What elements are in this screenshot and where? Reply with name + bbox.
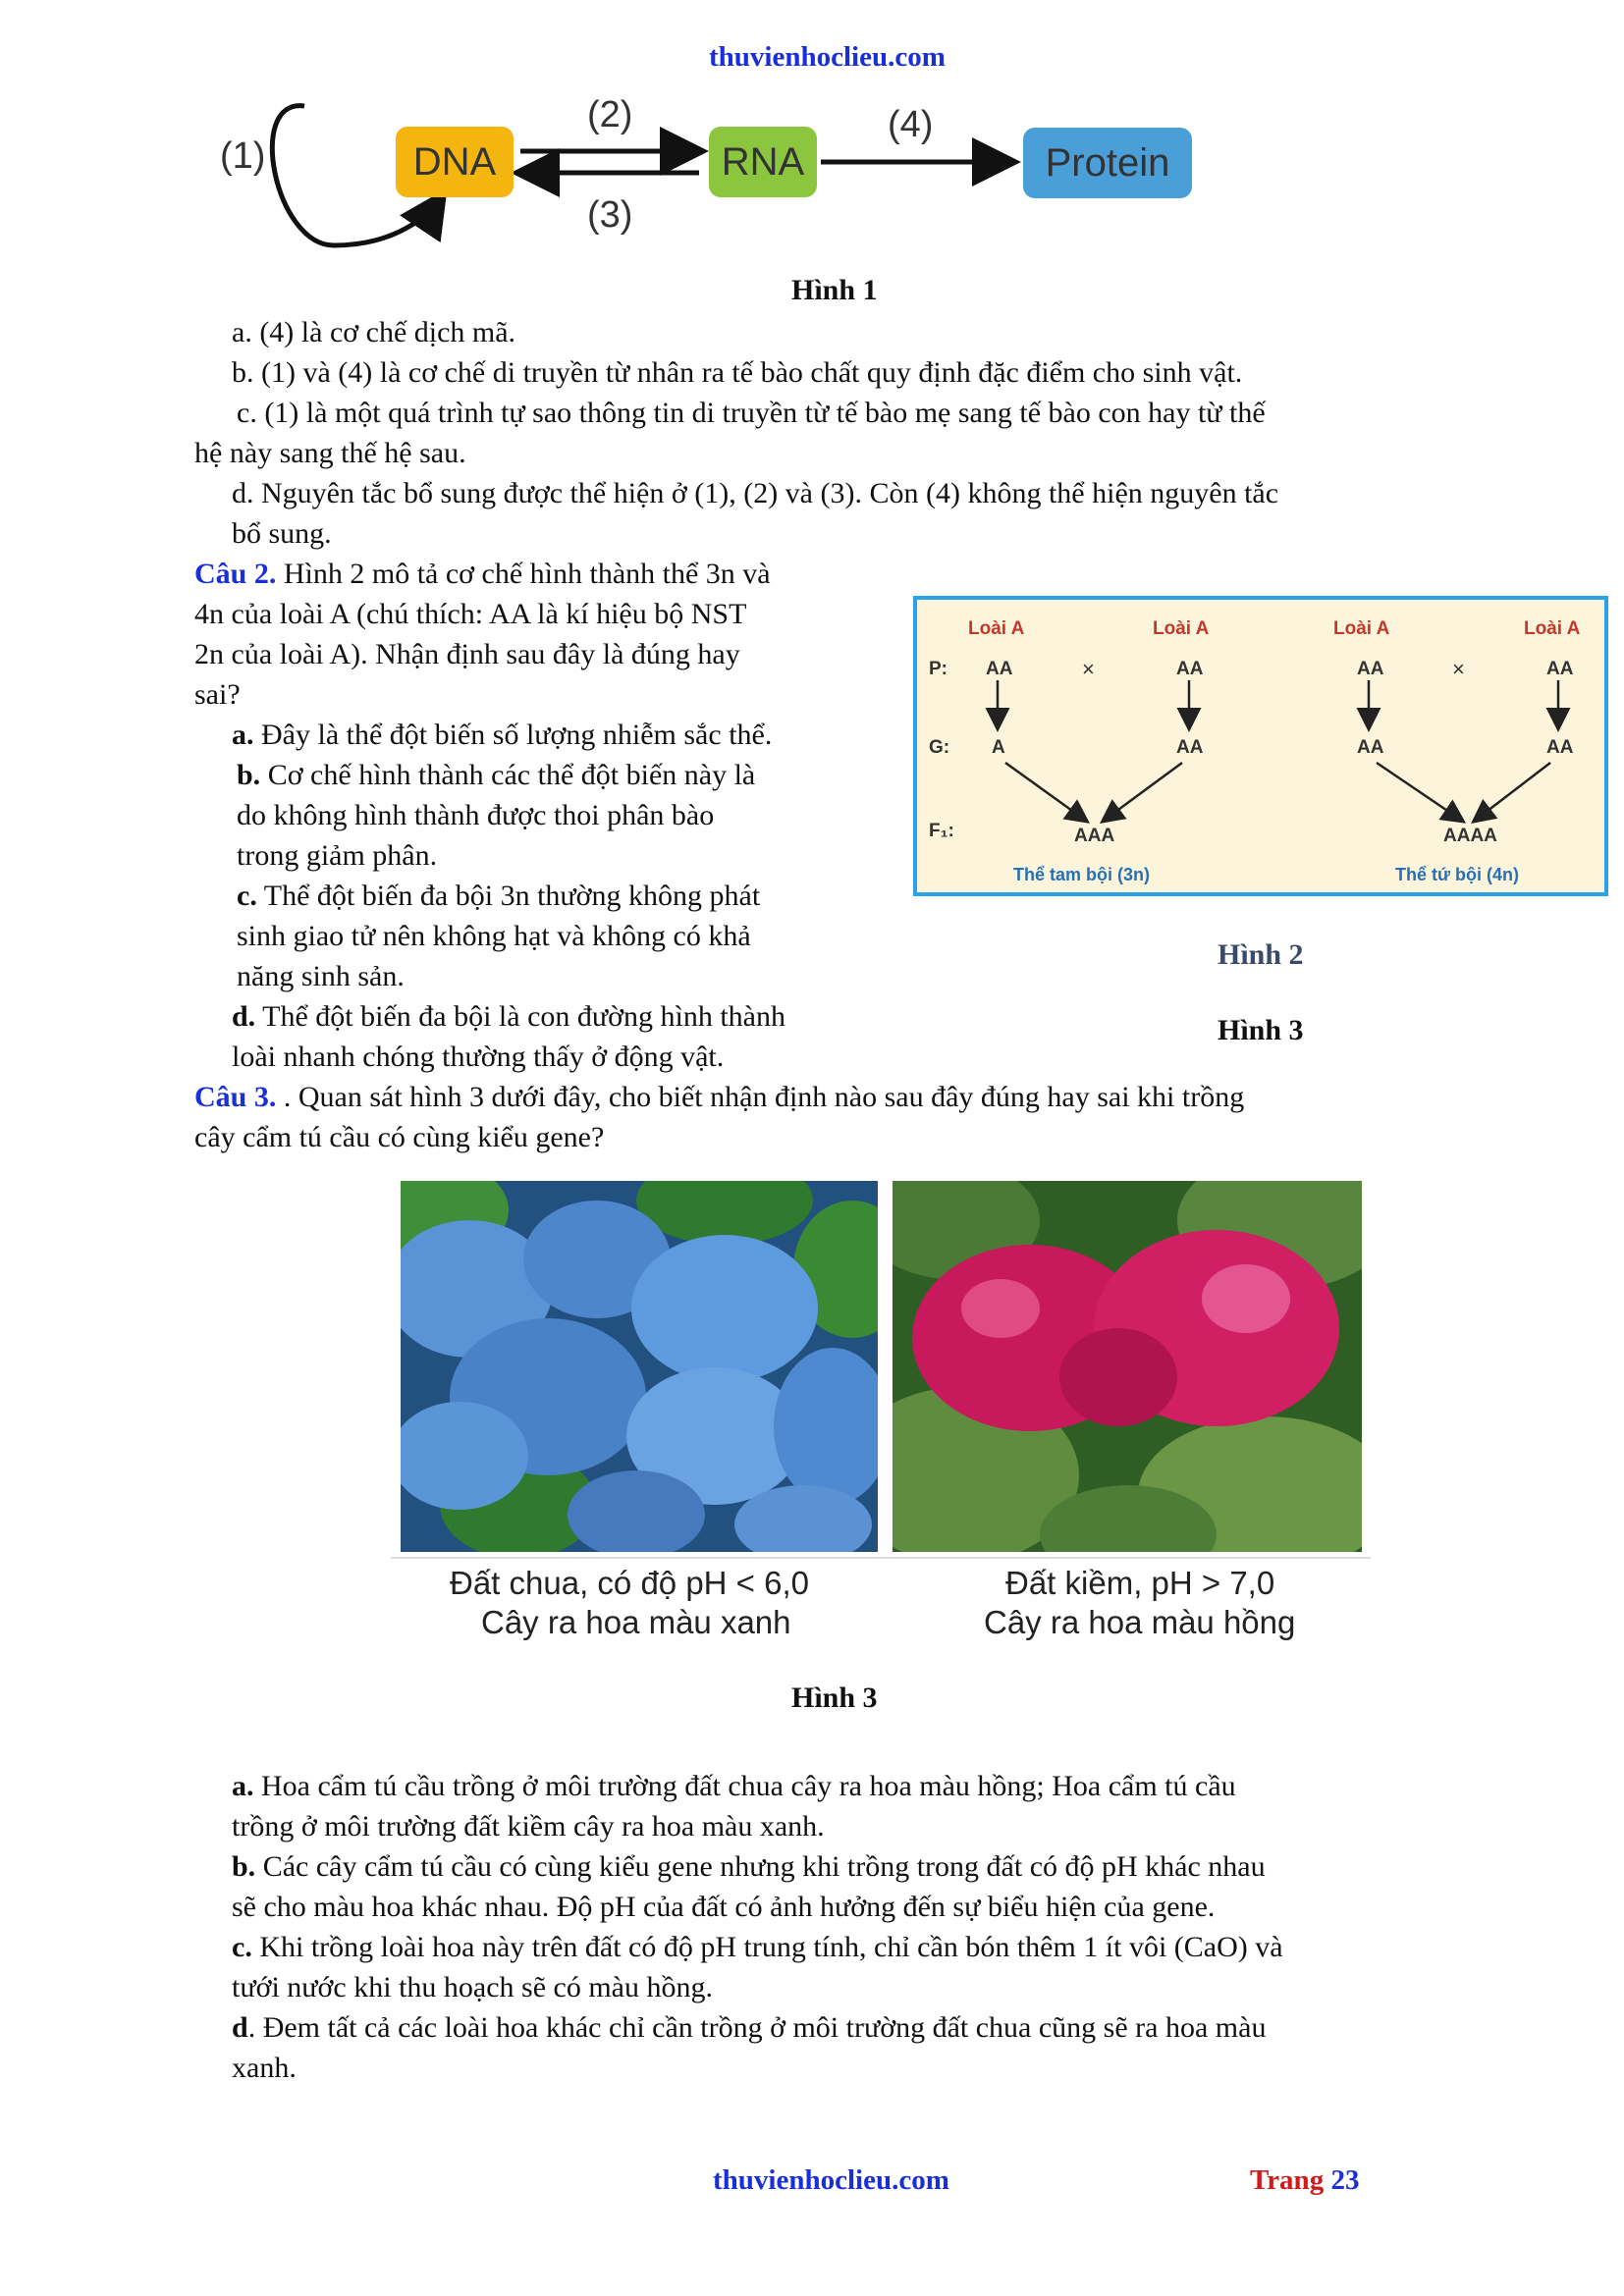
alkaline-soil-caption: Đất kiềm, pH > 7,0	[1005, 1565, 1275, 1601]
parent-genotype: AA	[1176, 659, 1204, 679]
q2-number: Câu 2.	[194, 558, 277, 590]
q2-b-text: Cơ chế hình thành các thể đột biến này là	[260, 759, 756, 791]
page-number	[1250, 2164, 1359, 2197]
q3-d-text: . Đem tất cả các loài hoa khác chỉ cần trồng ở môi trường đất chua cũng sẽ ra hoa màu	[247, 2011, 1267, 2044]
label-2: (2)	[587, 94, 633, 135]
q2-c-key: c.	[237, 880, 257, 912]
q2-intro-text: Hình 2 mô tả cơ chế hình thành thể 3n và	[276, 558, 771, 590]
cross-symbol: ×	[1452, 657, 1465, 681]
q2-intro-line4: sai?	[194, 678, 241, 711]
species-label: Loài A	[1333, 618, 1390, 639]
rna-box: RNA	[709, 127, 817, 197]
q3-a-text: Hoa cẩm tú cầu trồng ở môi trường đất chua cây ra hoa màu hồng; Hoa cẩm tú cầu	[253, 1770, 1236, 1802]
dna-box: DNA	[396, 127, 514, 197]
q2-option-b-line2: do không hình thành được thoi phân bào	[237, 799, 715, 831]
q2-intro-line1	[194, 554, 771, 595]
q1-option-c-line1: c. (1) là một quá trình tự sao thông tin di truyền từ tế bào mẹ sang tế bào con hay từ thế	[237, 397, 1266, 429]
q3-c-text: Khi trồng loài hoa này trên đất có độ pH trung tính, chỉ cần bón thêm 1 ít vôi (CaO) và	[251, 1931, 1283, 1963]
row-g-label: G:	[929, 737, 950, 758]
label-4: (4)	[888, 104, 934, 145]
q3-option-a-line2: trồng ở môi trường đất kiềm cây ra hoa màu xanh.	[232, 1810, 825, 1842]
q2-d-text: Thể đột biến đa bội là con đường hình thành	[255, 1000, 785, 1033]
q3-b-key: b.	[232, 1850, 256, 1883]
figure-2-arrows	[917, 600, 1604, 892]
q3-option-c-line2: tưới nước khi thu hoạch sẽ có màu hồng.	[232, 1971, 713, 2003]
pink-flower-caption: Cây ra hoa màu hồng	[984, 1604, 1296, 1640]
parent-genotype: AA	[986, 659, 1013, 679]
figure-3-divider	[391, 1557, 1371, 1559]
figure-1	[196, 69, 1218, 265]
q2-option-c-line2: sinh giao tử nên không hạt và không có khả	[237, 920, 751, 952]
page-num: 23	[1330, 2164, 1360, 2196]
page-label: Trang	[1250, 2164, 1331, 2196]
q2-intro-line3: 2n của loài A). Nhận định sau đây là đúng hay	[194, 638, 740, 670]
figure-3-side-label: Hình 3	[1218, 1014, 1304, 1046]
parent-genotype: AA	[1546, 659, 1574, 679]
species-label: Loài A	[1153, 618, 1210, 639]
q3-a-key: a.	[232, 1770, 254, 1802]
q3-d-key: d	[232, 2011, 248, 2044]
q2-option-a	[232, 715, 772, 756]
label-1: (1)	[220, 135, 266, 177]
figure-2-caption: Hình 2	[1218, 938, 1304, 971]
q3-b-text: Các cây cẩm tú cầu có cùng kiểu gene nhưng khi trồng trong đất có độ pH khác nhau	[255, 1850, 1266, 1883]
q3-c-key: c.	[232, 1931, 252, 1963]
q1-option-b: b. (1) và (4) là cơ chế di truyền từ nhân ra tế bào chất quy định đặc điểm cho sinh vật.	[232, 356, 1243, 389]
q3-intro-line1	[194, 1077, 1244, 1118]
q2-c-text: Thể đột biến đa bội 3n thường không phát	[256, 880, 761, 912]
q2-option-d-line2: loài nhanh chóng thường thấy ở động vật.	[232, 1041, 725, 1073]
q3-intro-text: . Quan sát hình 3 dưới đây, cho biết nhận định nào sau đây đúng hay sai khi trồng	[276, 1081, 1245, 1113]
q2-b-key: b.	[237, 759, 261, 791]
gamete-genotype: AA	[1176, 737, 1204, 758]
protein-box: Protein	[1023, 128, 1192, 198]
blue-flower-caption: Cây ra hoa màu xanh	[481, 1604, 791, 1640]
gamete-genotype: A	[992, 737, 1005, 758]
q2-option-c-line3: năng sinh sản.	[237, 960, 405, 992]
q3-option-b-line2: sẽ cho màu hoa khác nhau. Độ pH của đất có ảnh hưởng đến sự biểu hiện của gene.	[232, 1891, 1216, 1923]
row-f1-label: F₁:	[929, 821, 954, 841]
parent-genotype: AA	[1357, 659, 1384, 679]
acidic-soil-caption: Đất chua, có độ pH < 6,0	[450, 1565, 809, 1601]
species-label: Loài A	[968, 618, 1025, 639]
triploid-label: Thể tam bội (3n)	[1013, 865, 1150, 884]
label-3: (3)	[587, 194, 633, 236]
q3-option-c-line1	[232, 1927, 1283, 1968]
q2-option-d-line1	[232, 996, 785, 1038]
q1-option-a: a. (4) là cơ chế dịch mã.	[232, 316, 516, 348]
q2-d-key: d.	[232, 1000, 256, 1033]
header-site: thuvienhoclieu.com	[709, 41, 946, 73]
offspring-aaa: AAA	[1074, 826, 1115, 846]
q3-option-b-line1	[232, 1846, 1266, 1888]
q1-option-d-line2: bổ sung.	[232, 517, 332, 550]
q3-option-d-line2: xanh.	[232, 2052, 297, 2084]
q2-option-b-line3: trong giảm phân.	[237, 839, 438, 872]
q1-option-c-line2: hệ này sang thế hệ sau.	[194, 437, 466, 469]
gamete-genotype: AA	[1546, 737, 1574, 758]
q3-option-a-line1	[232, 1766, 1236, 1807]
footer-site: thuvienhoclieu.com	[713, 2164, 949, 2196]
blue-hydrangea-photo	[401, 1181, 878, 1552]
cross-symbol: ×	[1082, 657, 1095, 681]
q2-a-text: Đây là thể đột biến số lượng nhiễm sắc thể.	[253, 719, 773, 751]
blue-hydrangea-illustration	[401, 1181, 878, 1552]
tetraploid-label: Thể tứ bội (4n)	[1395, 865, 1520, 884]
figure-1-caption: Hình 1	[791, 274, 878, 306]
figure-3-caption: Hình 3	[791, 1682, 878, 1714]
q2-option-c-line1	[237, 876, 760, 917]
q3-option-d-line1	[232, 2007, 1266, 2049]
pink-hydrangea-illustration	[893, 1181, 1362, 1552]
row-p-label: P:	[929, 659, 947, 679]
q2-a-key: a.	[232, 719, 254, 751]
pink-hydrangea-photo	[893, 1181, 1362, 1552]
q2-intro-line2: 4n của loài A (chú thích: AA là kí hiệu bộ NST	[194, 598, 747, 630]
q2-option-b-line1	[237, 755, 755, 796]
species-label: Loài A	[1524, 618, 1581, 639]
offspring-aaaa: AAAA	[1443, 826, 1497, 846]
gamete-genotype: AA	[1357, 737, 1384, 758]
figure-2	[913, 596, 1608, 896]
q1-option-d-line1: d. Nguyên tắc bổ sung được thể hiện ở (1), (2) và (3). Còn (4) không thể hiện nguyên tắc	[232, 477, 1279, 509]
q3-intro-line2: cây cẩm tú cầu có cùng kiểu gene?	[194, 1121, 605, 1153]
q3-number: Câu 3.	[194, 1081, 277, 1113]
